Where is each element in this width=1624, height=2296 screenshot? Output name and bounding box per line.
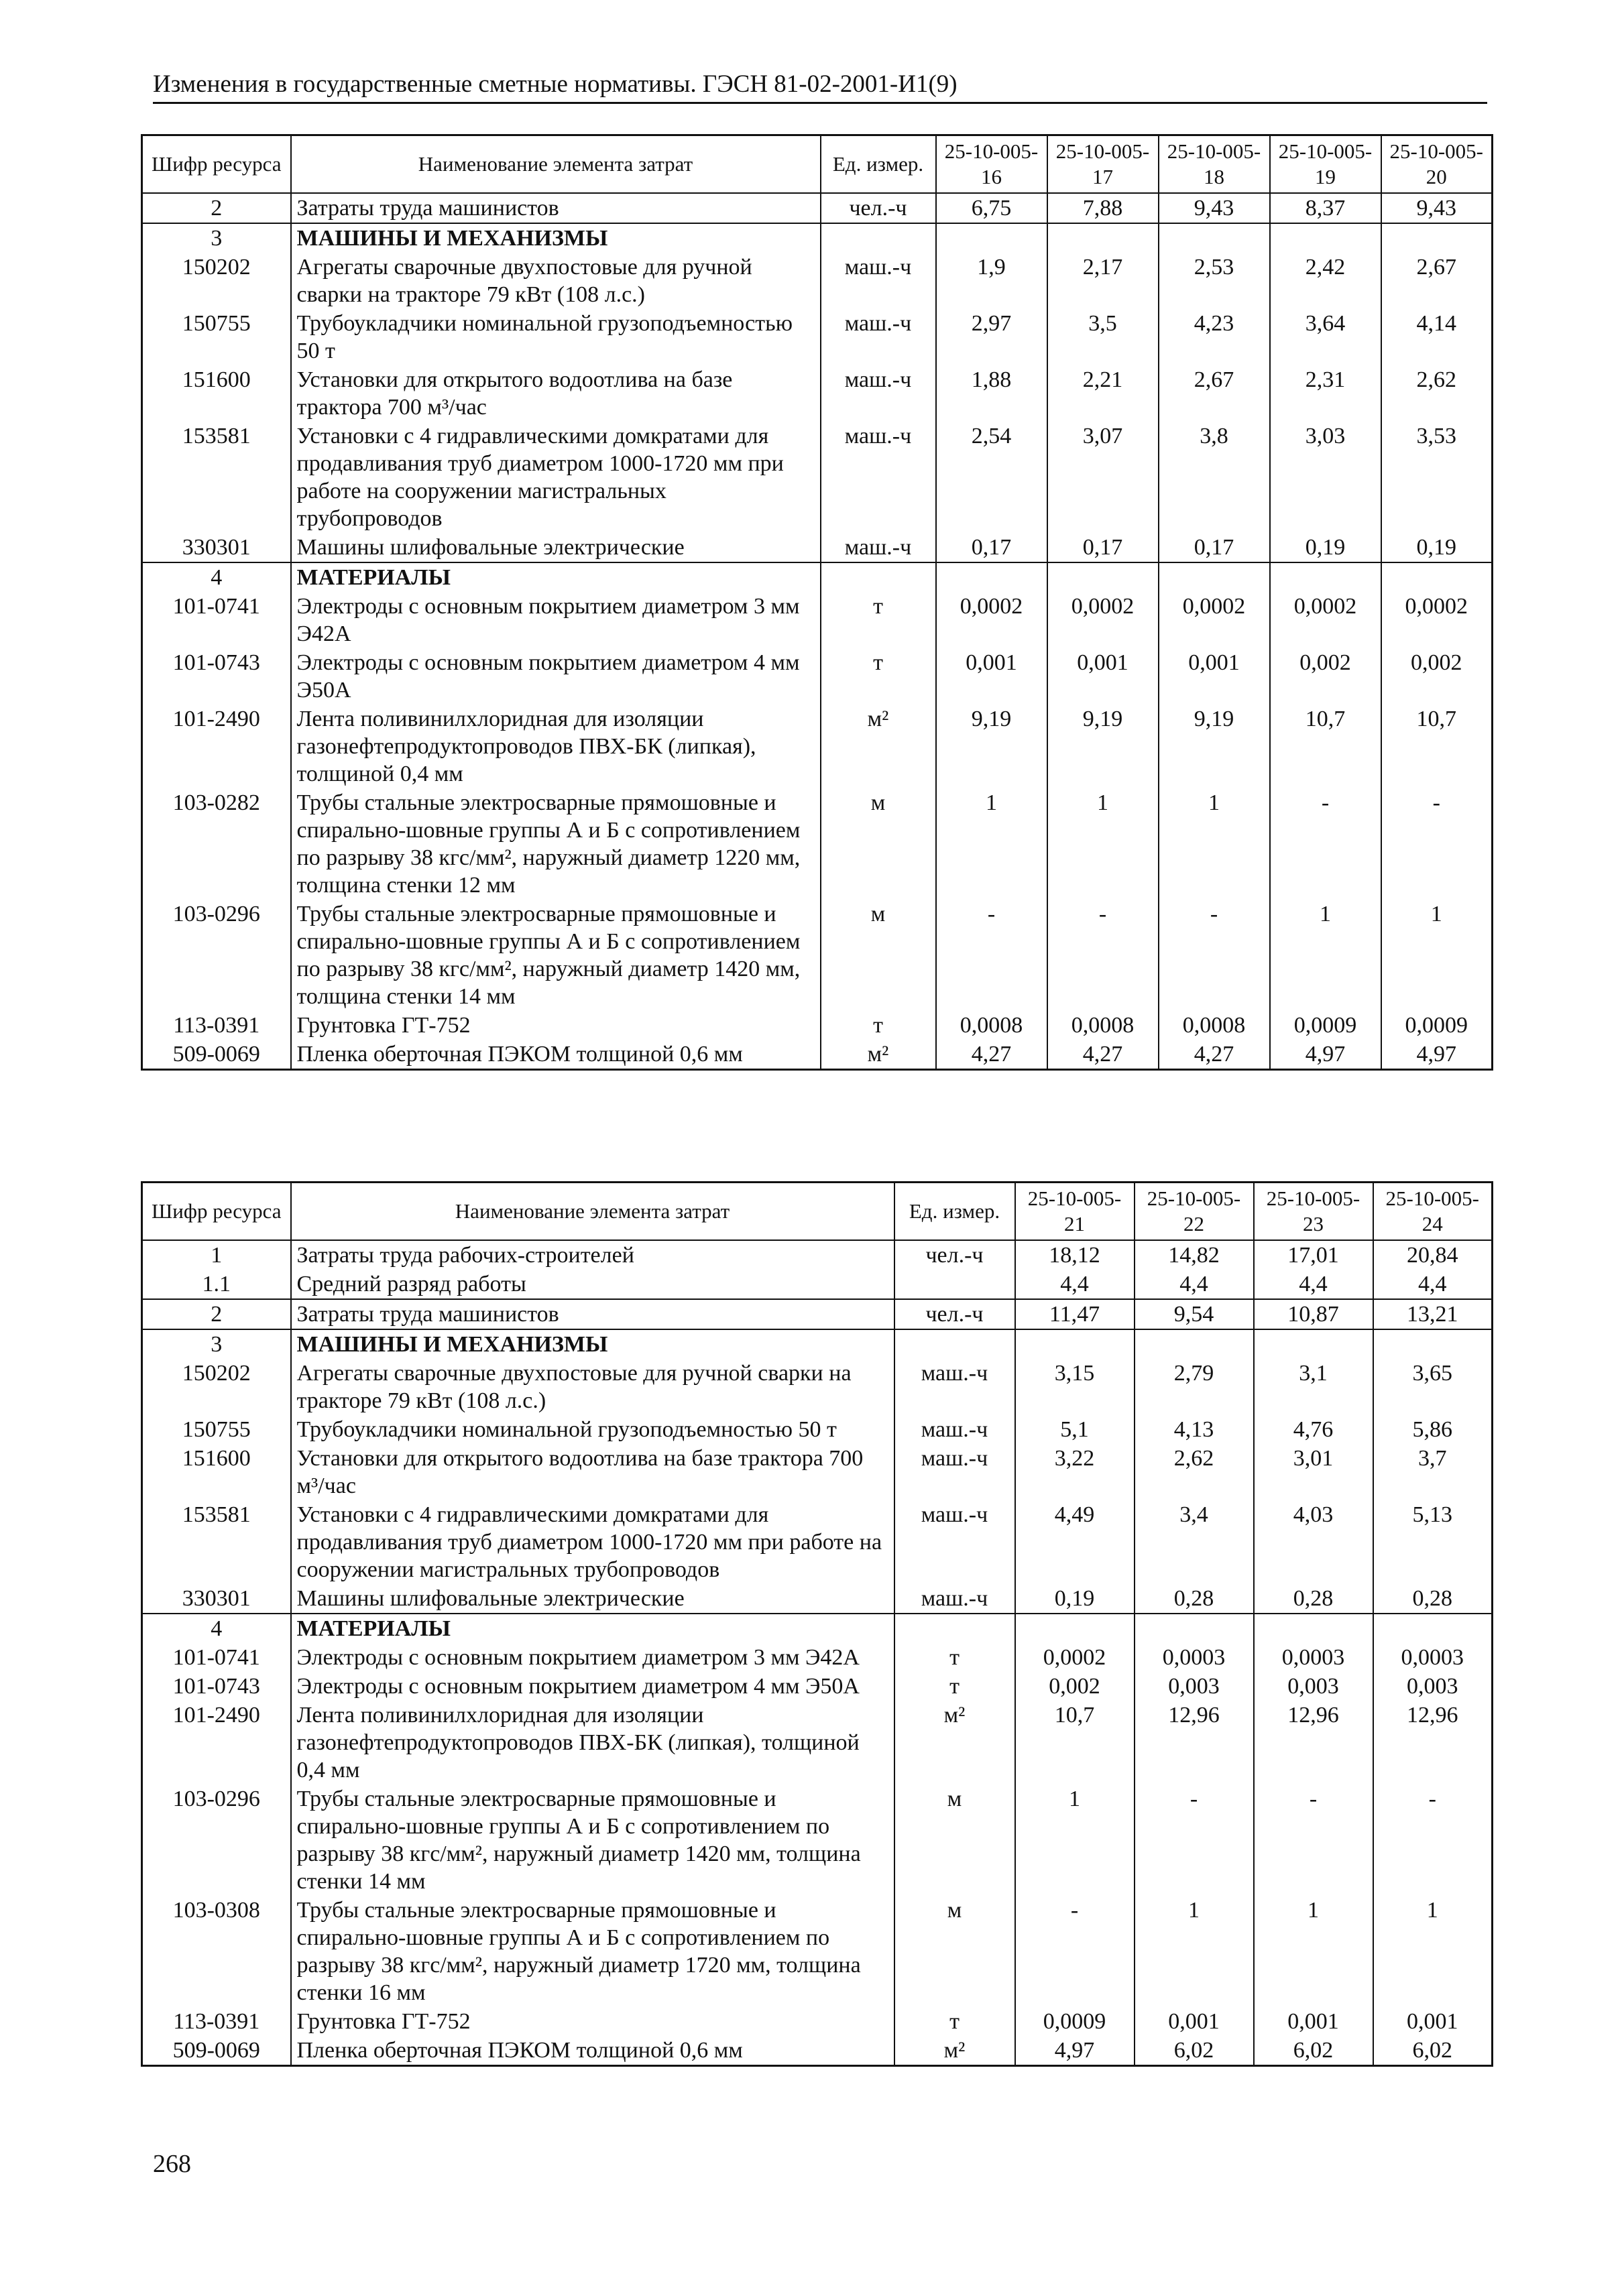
cell-name: Установки с 4 гидравлическими домкратами для продавливания труб диаметром 1000-1720 мм при работе на сооружении магистральных трубопроводов [291,422,821,533]
cell-value: 4,27 [936,1040,1047,1070]
table-row [142,193,1493,223]
cell-value: 10,7 [1270,705,1381,788]
cell-value: 1,9 [936,253,1047,309]
cell-value: - [1373,1785,1493,1896]
cell-unit: м [894,1896,1015,2007]
cell-value: 0,19 [1015,1584,1135,1614]
cell-value: 10,87 [1254,1299,1373,1329]
cell-value [1254,1614,1373,1643]
cell-value: 3,4 [1135,1500,1254,1584]
cell-value [1047,562,1159,592]
header-title: Изменения в государственные сметные нормативы. ГЭСН 81-02-2001-И1(9) [153,70,958,98]
cell-value: - [1135,1785,1254,1896]
cell-code: 509-0069 [142,1040,291,1070]
cell-unit: м² [894,2036,1015,2066]
cell-value: 2,17 [1047,253,1159,309]
cell-unit: чел.-ч [894,1240,1015,1270]
col-norm-header: 25-10-005-17 [1047,135,1159,194]
cell-value: - [1047,900,1159,1011]
cell-value: 4,23 [1159,309,1270,365]
cell-value: 10,7 [1381,705,1493,788]
cell-value: 0,003 [1135,1672,1254,1701]
cell-value: 5,86 [1373,1415,1493,1444]
cell-value: 0,001 [1135,2007,1254,2036]
cell-value: 0,0002 [936,592,1047,648]
cell-value: 12,96 [1135,1701,1254,1785]
cell-code: 101-0741 [142,592,291,648]
cell-value: 1 [1254,1896,1373,2007]
cell-value [1270,223,1381,253]
cell-value: 3,1 [1254,1359,1373,1415]
cell-value: 2,67 [1381,253,1493,309]
cell-value: 6,75 [936,193,1047,223]
cell-value: 4,4 [1015,1270,1135,1299]
cell-name: Затраты труда машинистов [291,1299,894,1329]
col-norm-header: 25-10-005-20 [1381,135,1493,194]
table-row [142,900,1493,1011]
col-unit-header: Ед. измер. [821,135,936,194]
cell-unit [894,1329,1015,1359]
cell-value: 17,01 [1254,1240,1373,1270]
cell-name: Электроды с основным покрытием диаметром 3 мм Э42А [291,1643,894,1672]
cell-code: 151600 [142,365,291,422]
cell-value [1159,562,1270,592]
cell-code: 150202 [142,253,291,309]
cell-value: 0,0008 [936,1011,1047,1040]
table-row [142,1785,1493,1896]
cell-unit: м [894,1785,1015,1896]
page-number: 268 [153,2150,191,2178]
cell-value: 1 [1373,1896,1493,2007]
cell-value: 0,28 [1373,1584,1493,1614]
table-row [142,1614,1493,1643]
cell-code: 153581 [142,422,291,533]
col-code-header: Шифр ресурса [142,135,291,194]
cell-name: Трубы стальные электросварные прямошовные и спирально-шовные группы А и Б с сопротивлением по разрыву 38 кгс/мм², наружный диаметр 1420 мм, толщина стенки 14 мм [291,900,821,1011]
table-1-body [142,193,1493,1070]
table-2-header [142,1183,1493,1241]
cell-value: 1 [1381,900,1493,1011]
cell-value: 4,49 [1015,1500,1135,1584]
cell-value: 4,27 [1047,1040,1159,1070]
norms-table-2 [141,1181,1493,2067]
cell-code: 1 [142,1240,291,1270]
cell-value: 3,7 [1373,1444,1493,1500]
cell-value: 0,0002 [1047,592,1159,648]
cell-value: 11,47 [1015,1299,1135,1329]
table-row [142,705,1493,788]
cell-unit: маш.-ч [821,533,936,562]
cell-code: 101-0741 [142,1643,291,1672]
cell-value: 1 [1159,788,1270,900]
cell-value: 0,0002 [1381,592,1493,648]
cell-unit: маш.-ч [894,1359,1015,1415]
cell-value [1373,1329,1493,1359]
cell-code: 103-0296 [142,900,291,1011]
cell-value: 5,13 [1373,1500,1493,1584]
cell-code: 101-0743 [142,648,291,705]
table-row [142,2036,1493,2066]
cell-unit [894,1270,1015,1299]
cell-value: 4,27 [1159,1040,1270,1070]
cell-unit: чел.-ч [894,1299,1015,1329]
cell-unit: маш.-ч [894,1500,1015,1584]
cell-value [936,223,1047,253]
cell-code: 113-0391 [142,2007,291,2036]
cell-value: 7,88 [1047,193,1159,223]
cell-value: 3,65 [1373,1359,1493,1415]
cell-value: 12,96 [1373,1701,1493,1785]
cell-code: 151600 [142,1444,291,1500]
cell-unit: м² [821,1040,936,1070]
cell-value: 4,4 [1135,1270,1254,1299]
cell-code: 4 [142,1614,291,1643]
col-unit-header: Ед. измер. [894,1183,1015,1241]
cell-code: 2 [142,1299,291,1329]
table-row [142,1359,1493,1415]
cell-value: 3,07 [1047,422,1159,533]
table-row [142,365,1493,422]
cell-value: 9,43 [1159,193,1270,223]
cell-code: 330301 [142,533,291,562]
cell-unit: м² [821,705,936,788]
cell-value: 9,43 [1381,193,1493,223]
cell-unit [894,1614,1015,1643]
cell-name: МАШИНЫ И МЕХАНИЗМЫ [291,1329,894,1359]
cell-value [1015,1614,1135,1643]
table-2-body [142,1240,1493,2066]
cell-unit: маш.-ч [821,365,936,422]
cell-code: 2 [142,193,291,223]
cell-value: - [1159,900,1270,1011]
cell-value: - [936,900,1047,1011]
cell-unit: т [894,1643,1015,1672]
table-row [142,1444,1493,1500]
cell-value: 0,003 [1373,1672,1493,1701]
cell-value: 1 [1270,900,1381,1011]
cell-value [1373,1614,1493,1643]
cell-name: Установки для открытого водоотлива на базе трактора 700 м³/час [291,365,821,422]
cell-value: 2,42 [1270,253,1381,309]
table-row [142,1011,1493,1040]
cell-code: 150202 [142,1359,291,1415]
col-norm-header: 25-10-005-16 [936,135,1047,194]
cell-code: 101-0743 [142,1672,291,1701]
table-row [142,223,1493,253]
cell-value: 0,001 [1047,648,1159,705]
cell-code: 103-0282 [142,788,291,900]
cell-value: 0,0008 [1159,1011,1270,1040]
cell-value [936,562,1047,592]
page-header [153,67,1487,104]
cell-value: 6,02 [1135,2036,1254,2066]
cell-value: 3,01 [1254,1444,1373,1500]
cell-unit: т [821,1011,936,1040]
cell-code: 509-0069 [142,2036,291,2066]
col-name-header: Наименование элемента затрат [291,135,821,194]
cell-name: Трубы стальные электросварные прямошовные и спирально-шовные группы А и Б с сопротивлением по разрыву 38 кгс/мм², наружный диаметр 1420 мм, толщина стенки 14 мм [291,1785,894,1896]
cell-value [1015,1329,1135,1359]
table-row [142,1500,1493,1584]
cell-value: 4,13 [1135,1415,1254,1444]
cell-value: 0,0002 [1015,1643,1135,1672]
cell-value: 0,0009 [1270,1011,1381,1040]
cell-value: 9,54 [1135,1299,1254,1329]
cell-name: Пленка оберточная ПЭКОМ толщиной 0,6 мм [291,2036,894,2066]
cell-value: 4,76 [1254,1415,1373,1444]
cell-value: 9,19 [1047,705,1159,788]
cell-name: Затраты труда рабочих-строителей [291,1240,894,1270]
table-row [142,1672,1493,1701]
cell-name: Установки для открытого водоотлива на базе трактора 700 м³/час [291,1444,894,1500]
cell-value: 1 [1047,788,1159,900]
table-row [142,788,1493,900]
cell-value: 1 [1015,1785,1135,1896]
cell-value: 0,0003 [1373,1643,1493,1672]
cell-value [1047,223,1159,253]
cell-value: 3,53 [1381,422,1493,533]
cell-value: 1,88 [936,365,1047,422]
cell-unit: чел.-ч [821,193,936,223]
cell-code: 150755 [142,309,291,365]
table-row [142,2007,1493,2036]
cell-value: 4,97 [1015,2036,1135,2066]
cell-value [1270,562,1381,592]
cell-value: 14,82 [1135,1240,1254,1270]
cell-value: 4,97 [1270,1040,1381,1070]
cell-value: 3,5 [1047,309,1159,365]
cell-value: 3,22 [1015,1444,1135,1500]
cell-name: Агрегаты сварочные двухпостовые для ручной сварки на тракторе 79 кВт (108 л.с.) [291,253,821,309]
cell-value: 6,02 [1254,2036,1373,2066]
cell-name: Установки с 4 гидравлическими домкратами для продавливания труб диаметром 1000-1720 мм при работе на сооружении магистральных трубопроводов [291,1500,894,1584]
cell-value: 13,21 [1373,1299,1493,1329]
col-norm-header: 25-10-005-21 [1015,1183,1135,1241]
cell-value: 8,37 [1270,193,1381,223]
cell-value: 3,03 [1270,422,1381,533]
table-row [142,1240,1493,1270]
cell-value [1135,1614,1254,1643]
cell-name: Средний разряд работы [291,1270,894,1299]
cell-unit: т [894,2007,1015,2036]
cell-value: 1 [1135,1896,1254,2007]
table-row [142,1040,1493,1070]
cell-value: 2,21 [1047,365,1159,422]
table-row [142,562,1493,592]
table-row [142,533,1493,562]
cell-name: Трубоукладчики номинальной грузоподъемностью 50 т [291,309,821,365]
cell-name: Агрегаты сварочные двухпостовые для ручной сварки на тракторе 79 кВт (108 л.с.) [291,1359,894,1415]
cell-value: 4,14 [1381,309,1493,365]
cell-value: 2,62 [1135,1444,1254,1500]
cell-value: 4,4 [1373,1270,1493,1299]
table-row [142,592,1493,648]
cell-unit: т [821,648,936,705]
cell-name: МАТЕРИАЛЫ [291,562,821,592]
cell-value: 0,0002 [1159,592,1270,648]
cell-value: 0,28 [1135,1584,1254,1614]
cell-value: 0,0009 [1015,2007,1135,2036]
cell-value: 0,17 [936,533,1047,562]
cell-unit: маш.-ч [821,422,936,533]
cell-code: 101-2490 [142,1701,291,1785]
cell-value: 4,4 [1254,1270,1373,1299]
cell-code: 103-0296 [142,1785,291,1896]
cell-value [1381,223,1493,253]
col-norm-header: 25-10-005-19 [1270,135,1381,194]
cell-value [1254,1329,1373,1359]
cell-value: 2,31 [1270,365,1381,422]
norms-table-1 [141,134,1493,1071]
table-row [142,1584,1493,1614]
cell-value: 2,67 [1159,365,1270,422]
cell-code: 4 [142,562,291,592]
cell-name: Электроды с основным покрытием диаметром 3 мм Э42А [291,592,821,648]
cell-name: Электроды с основным покрытием диаметром 4 мм Э50А [291,1672,894,1701]
cell-name: Грунтовка ГТ-752 [291,1011,821,1040]
cell-value: 0,28 [1254,1584,1373,1614]
cell-name: Лента поливинилхлоридная для изоляции газонефтепродуктопроводов ПВХ-БК (липкая), толщиной 0,4 мм [291,705,821,788]
cell-value: 2,53 [1159,253,1270,309]
table-row [142,1701,1493,1785]
cell-value: 0,001 [936,648,1047,705]
cell-value [1135,1329,1254,1359]
table-row [142,648,1493,705]
cell-value: 12,96 [1254,1701,1373,1785]
cell-value: 3,64 [1270,309,1381,365]
cell-value: 0,17 [1159,533,1270,562]
cell-value: 0,001 [1254,2007,1373,2036]
cell-value: 0,003 [1254,1672,1373,1701]
cell-code: 330301 [142,1584,291,1614]
cell-value: - [1270,788,1381,900]
cell-value: 0,17 [1047,533,1159,562]
cell-unit: маш.-ч [894,1444,1015,1500]
cell-value: - [1381,788,1493,900]
cell-name: Грунтовка ГТ-752 [291,2007,894,2036]
cell-value: 3,8 [1159,422,1270,533]
cell-value: 0,19 [1381,533,1493,562]
table-row [142,253,1493,309]
cell-value: 0,002 [1381,648,1493,705]
cell-code: 153581 [142,1500,291,1584]
cell-value: 10,7 [1015,1701,1135,1785]
cell-name: Пленка оберточная ПЭКОМ толщиной 0,6 мм [291,1040,821,1070]
cell-name: Трубы стальные электросварные прямошовные и спирально-шовные группы А и Б с сопротивлением по разрыву 38 кгс/мм², наружный диаметр 1720 мм, толщина стенки 16 мм [291,1896,894,2007]
cell-value: 18,12 [1015,1240,1135,1270]
cell-code: 103-0308 [142,1896,291,2007]
table-row [142,1299,1493,1329]
cell-name: Лента поливинилхлоридная для изоляции газонефтепродуктопроводов ПВХ-БК (липкая), толщиной 0,4 мм [291,1701,894,1785]
cell-value: 2,79 [1135,1359,1254,1415]
table-row [142,1270,1493,1299]
cell-value: 0,19 [1270,533,1381,562]
cell-value: 0,0002 [1270,592,1381,648]
cell-value [1159,223,1270,253]
cell-code: 3 [142,223,291,253]
cell-value: 0,0009 [1381,1011,1493,1040]
cell-name: Электроды с основным покрытием диаметром 4 мм Э50А [291,648,821,705]
cell-value: 5,1 [1015,1415,1135,1444]
cell-code: 3 [142,1329,291,1359]
cell-value: 4,97 [1381,1040,1493,1070]
cell-value: 0,001 [1373,2007,1493,2036]
cell-code: 101-2490 [142,705,291,788]
col-norm-header: 25-10-005-22 [1135,1183,1254,1241]
table-row [142,1896,1493,2007]
cell-name: Машины шлифовальные электрические [291,1584,894,1614]
cell-value: 0,002 [1270,648,1381,705]
cell-value: 0,0003 [1254,1643,1373,1672]
cell-value: 9,19 [1159,705,1270,788]
cell-name: Трубы стальные электросварные прямошовные и спирально-шовные группы А и Б с сопротивлением по разрыву 38 кгс/мм², наружный диаметр 1220 мм, толщина стенки 12 мм [291,788,821,900]
cell-code: 150755 [142,1415,291,1444]
table-1-header [142,135,1493,194]
col-norm-header: 25-10-005-18 [1159,135,1270,194]
col-norm-header: 25-10-005-24 [1373,1183,1493,1241]
cell-value: 2,97 [936,309,1047,365]
cell-value: 0,0008 [1047,1011,1159,1040]
cell-value: 6,02 [1373,2036,1493,2066]
cell-value: 0,001 [1159,648,1270,705]
cell-value: - [1254,1785,1373,1896]
cell-code: 1.1 [142,1270,291,1299]
cell-name: МАТЕРИАЛЫ [291,1614,894,1643]
cell-unit: маш.-ч [821,309,936,365]
cell-unit: т [894,1672,1015,1701]
col-norm-header: 25-10-005-23 [1254,1183,1373,1241]
cell-unit: маш.-ч [894,1584,1015,1614]
cell-value: 0,002 [1015,1672,1135,1701]
cell-unit: м² [894,1701,1015,1785]
cell-value: 3,15 [1015,1359,1135,1415]
col-code-header: Шифр ресурса [142,1183,291,1241]
cell-unit: м [821,900,936,1011]
cell-name: МАШИНЫ И МЕХАНИЗМЫ [291,223,821,253]
cell-name: Затраты труда машинистов [291,193,821,223]
table-row [142,1329,1493,1359]
cell-value: 20,84 [1373,1240,1493,1270]
table-row [142,1643,1493,1672]
cell-code: 113-0391 [142,1011,291,1040]
cell-value: 0,0003 [1135,1643,1254,1672]
cell-value: 9,19 [936,705,1047,788]
cell-value: - [1015,1896,1135,2007]
cell-value [1381,562,1493,592]
cell-unit: т [821,592,936,648]
cell-value: 2,54 [936,422,1047,533]
cell-unit [821,562,936,592]
cell-value: 1 [936,788,1047,900]
cell-unit: маш.-ч [894,1415,1015,1444]
cell-name: Машины шлифовальные электрические [291,533,821,562]
cell-unit: м [821,788,936,900]
cell-value: 4,03 [1254,1500,1373,1584]
cell-name: Трубоукладчики номинальной грузоподъемностью 50 т [291,1415,894,1444]
table-row [142,1415,1493,1444]
cell-unit [821,223,936,253]
table-row [142,309,1493,365]
cell-value: 2,62 [1381,365,1493,422]
cell-unit: маш.-ч [821,253,936,309]
table-row [142,422,1493,533]
col-name-header: Наименование элемента затрат [291,1183,894,1241]
